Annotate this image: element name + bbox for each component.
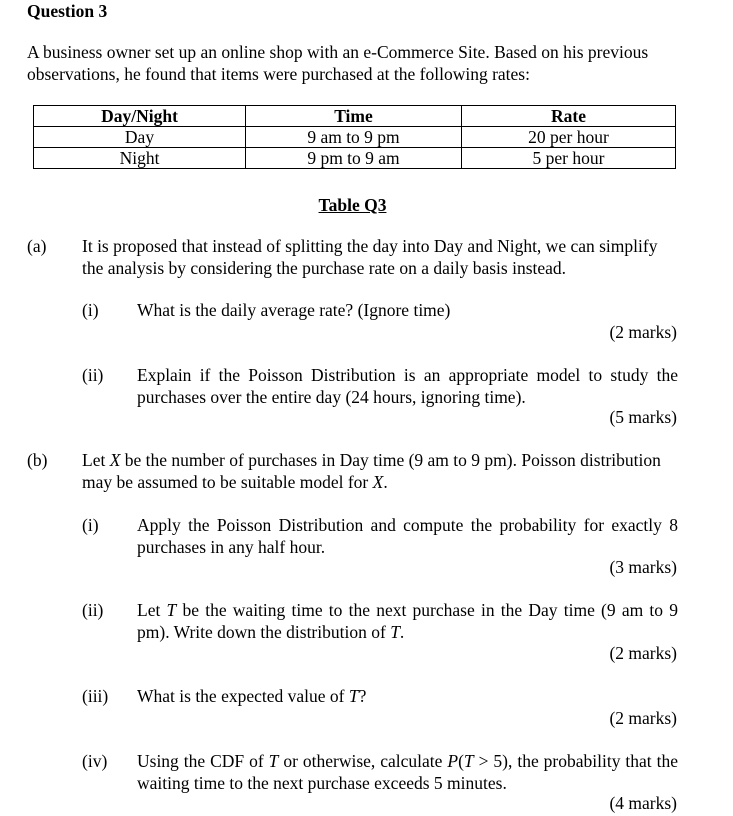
table-cell: 20 per hour	[462, 127, 676, 148]
table-row	[34, 148, 676, 169]
part-b-iii-label: (iii)	[82, 686, 109, 706]
part-b-ii-text-3: .	[399, 622, 405, 642]
variable-t: T	[268, 751, 279, 771]
part-b-ii-text-2: be the waiting time to the next purchase in the Day time (9 am to 9 pm). Write down the distribution of	[137, 600, 678, 642]
part-a-i-label: (i)	[82, 300, 99, 320]
variable-t: T	[463, 751, 474, 771]
part-b-iii-text	[137, 685, 678, 707]
table-cell: 9 am to 9 pm	[246, 127, 462, 148]
part-b-iii-text-1: What is the expected value of	[137, 686, 349, 706]
part-b-label: (b)	[27, 450, 48, 470]
part-b-iv-text-2: or otherwise, calculate	[278, 751, 448, 771]
variable-t: T	[348, 686, 359, 706]
part-b-i-label: (i)	[82, 515, 99, 535]
part-b-iii-text-2: ?	[358, 686, 367, 706]
variable-t: T	[166, 600, 177, 620]
part-b-text-3: .	[383, 472, 388, 492]
part-b-iv-marks: (4 marks)	[609, 793, 677, 813]
table-cell: 9 pm to 9 am	[246, 148, 462, 169]
table-cell: 5 per hour	[462, 148, 676, 169]
table-caption: Table Q3	[318, 195, 387, 215]
part-b-iv-text-1: Using the CDF of	[137, 751, 269, 771]
part-a-text: It is proposed that instead of splitting the day into Day and Night, we can simplify the analysis by considering the purchase rate on a daily basis instead.	[82, 236, 658, 278]
part-b-iv-text	[137, 750, 678, 794]
part-b-text-1: Let	[82, 450, 110, 470]
part-b-ii-text	[137, 599, 678, 643]
table-cell: Night	[34, 148, 246, 169]
variable-x: X	[372, 472, 384, 492]
expr-gt: > 5)	[473, 751, 509, 771]
part-b-text	[82, 449, 678, 493]
part-b-iii-marks: (2 marks)	[609, 708, 677, 728]
table-header-cell: Day/Night	[34, 106, 246, 127]
variable-t: T	[390, 622, 400, 642]
table-header-row	[34, 106, 676, 127]
part-b-ii-marks: (2 marks)	[609, 643, 677, 663]
table-cell: Day	[34, 127, 246, 148]
expr-open: (	[458, 751, 464, 771]
part-b-ii-label: (ii)	[82, 600, 104, 620]
rates-table	[33, 105, 676, 169]
part-a-ii-marks: (5 marks)	[609, 407, 677, 427]
question-title: Question 3	[27, 1, 108, 21]
part-a-label: (a)	[27, 236, 47, 256]
part-b-i-marks: (3 marks)	[609, 557, 677, 577]
part-a-i-marks: (2 marks)	[609, 322, 677, 342]
part-b-i-text: Apply the Poisson Distribution and compute the probability for exactly 8 purchases in any half hour.	[137, 515, 678, 557]
part-a-ii-label: (ii)	[82, 365, 104, 385]
table-header-cell: Time	[246, 106, 462, 127]
intro-paragraph: A business owner set up an online shop with an e-Commerce Site. Based on his previous observations, he found that items were purchased at the following rates:	[27, 42, 649, 84]
probability-p: P	[447, 751, 459, 771]
part-a-ii-text: Explain if the Poisson Distribution is an appropriate model to study the purchases over the entire day (24 hours, ignoring time).	[137, 365, 678, 407]
part-b-ii-text-1: Let	[137, 600, 167, 620]
part-b-iv-text-3: , the probability that the waiting time to the next purchase exceeds 5 minutes.	[137, 751, 679, 793]
part-a-i-text: What is the daily average rate? (Ignore time)	[137, 300, 451, 320]
variable-x: X	[109, 450, 121, 470]
part-b-iv-label: (iv)	[82, 751, 108, 771]
part-b-text-2: be the number of purchases in Day time (9 am to 9 pm). Poisson distribution may be assumed to be suitable model for	[82, 450, 661, 492]
table-header-cell: Rate	[462, 106, 676, 127]
table-row	[34, 127, 676, 148]
